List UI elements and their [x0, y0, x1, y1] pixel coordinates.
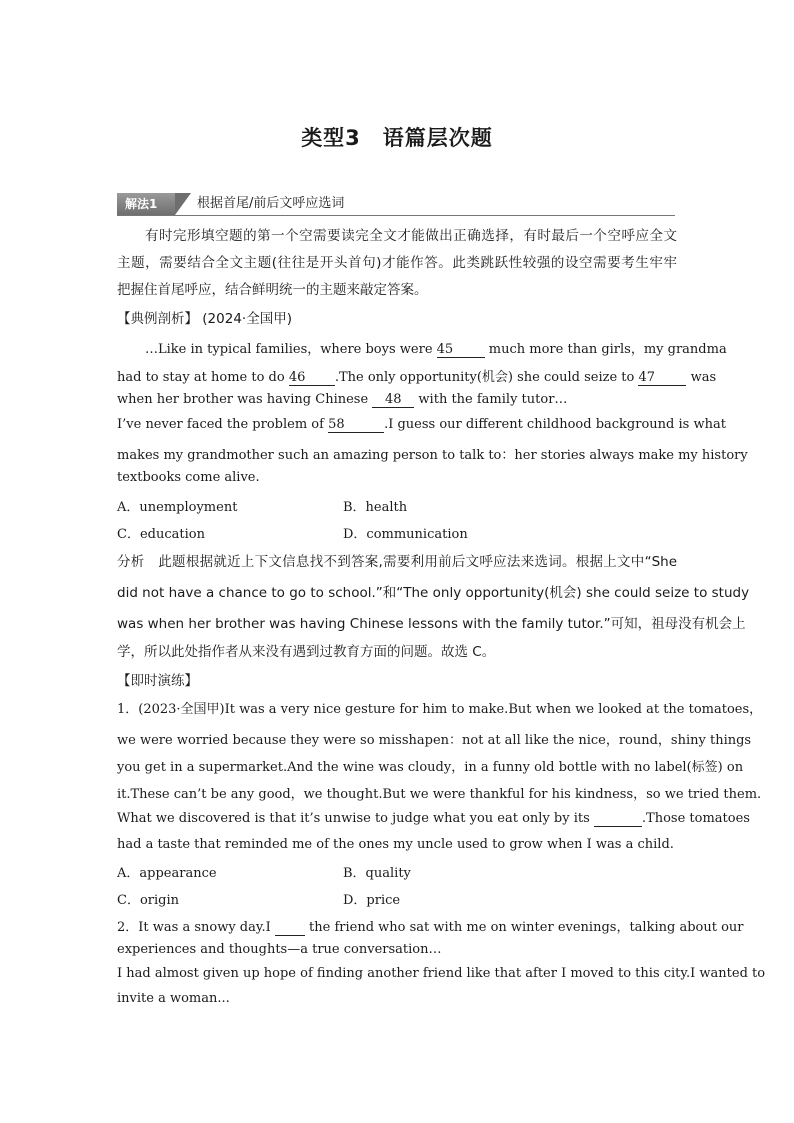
blank-45: 45 [437, 343, 485, 358]
practice-heading: 【即时演练】 [117, 673, 198, 689]
blank-48: 48 [372, 393, 414, 408]
blank-58: 58 [328, 418, 384, 433]
method-tag-bar [117, 193, 675, 216]
example-line-6: textbooks come alive. [117, 470, 260, 485]
analysis-line-4: 学，所以此处指作者从来没有遇到过教育方面的问题。故选 C。 [117, 644, 496, 660]
method-tag-slant [175, 193, 191, 215]
example-option-c: C．education [117, 527, 205, 542]
analysis-line-3: was when her brother was having Chinese lessons with the family tutor.”可知，祖母没有机会上 [117, 616, 746, 632]
q1-blank [594, 812, 642, 827]
example-option-d: D．communication [343, 527, 468, 542]
intro-line-2: 主题，需要结合全文主题(往往是开头首句)才能作答。此类跳跃性较强的设空需要考生牢牢 [117, 255, 677, 271]
example-option-a: A．unemployment [117, 500, 238, 515]
intro-line-3: 把握住首尾呼应，结合鲜明统一的主题来敲定答案。 [117, 282, 428, 298]
example-line-5: makes my grandmother such an amazing person to talk to：her stories always make my history [117, 448, 748, 463]
example-option-b: B．health [343, 500, 408, 515]
q2-line-4: invite a woman... [117, 991, 230, 1006]
q2-line-2: experiences and thoughts—a true conversation… [117, 942, 442, 957]
q1-option-c: C．origin [117, 893, 179, 908]
example-line-1: …Like in typical families，where boys were 45 much more than girls，my grandma [145, 342, 727, 357]
q1-option-b: B．quality [343, 866, 411, 881]
method-tag-text: 根据首尾/前后文呼应选词 [197, 196, 345, 211]
example-line-2: had to stay at home to do 46 .The only opportunity(机会) she could seize to 47 was [117, 370, 717, 385]
intro-line-1: 有时完形填空题的第一个空需要读完全文才能做出正确选择，有时最后一个空呼应全文 [145, 228, 677, 244]
blank-46: 46 [289, 371, 335, 386]
q1-option-a: A．appearance [117, 866, 217, 881]
q1-option-d: D．price [343, 893, 401, 908]
q2-line-3: I had almost given up hope of finding another friend like that after I moved to this city.I wanted to [117, 966, 766, 981]
q2-blank [275, 921, 305, 936]
example-heading: 【典例剖析】 (2024·全国甲) [117, 311, 292, 327]
example-line-4: I’ve never faced the problem of 58 .I guess our different childhood background is what [117, 417, 726, 432]
example-line-3: when her brother was having Chinese 48 with the family tutor… [117, 392, 568, 407]
q2-line-1: 2．It was a snowy day.I the friend who sat with me on winter evenings，talking about our [117, 920, 744, 935]
q1-line-4: it.These can’t be any good，we thought.But we were thankful for his kindness，so we tried them. [117, 787, 762, 802]
analysis-line-1: 分析 此题根据就近上下文信息找不到答案,需要利用前后文呼应法来选词。根据上文中“She [117, 554, 677, 570]
q1-line-1: 1．(2023·全国甲)It was a very nice gesture for him to make.But when we looked at the tomatoes， [117, 702, 763, 717]
q1-line-3: you get in a supermarket.And the wine was cloudy，in a funny old bottle with no label(标签) on [117, 760, 744, 775]
analysis-line-2: did not have a chance to go to school.”和“The only opportunity(机会) she could seize to study [117, 585, 750, 601]
method-tag-label: 解法1 [117, 193, 175, 215]
blank-47: 47 [638, 371, 686, 386]
q1-line-6: had a taste that reminded me of the ones my uncle used to grow when I was a child. [117, 837, 674, 852]
q1-line-5: What we discovered is that it’s unwise to judge what you eat only by its .Those tomatoes [117, 811, 750, 826]
page-title: 类型3 语篇层次题 [301, 126, 493, 150]
q1-line-2: we were worried because they were so misshapen：not at all like the nice，round，shiny things [117, 733, 752, 748]
